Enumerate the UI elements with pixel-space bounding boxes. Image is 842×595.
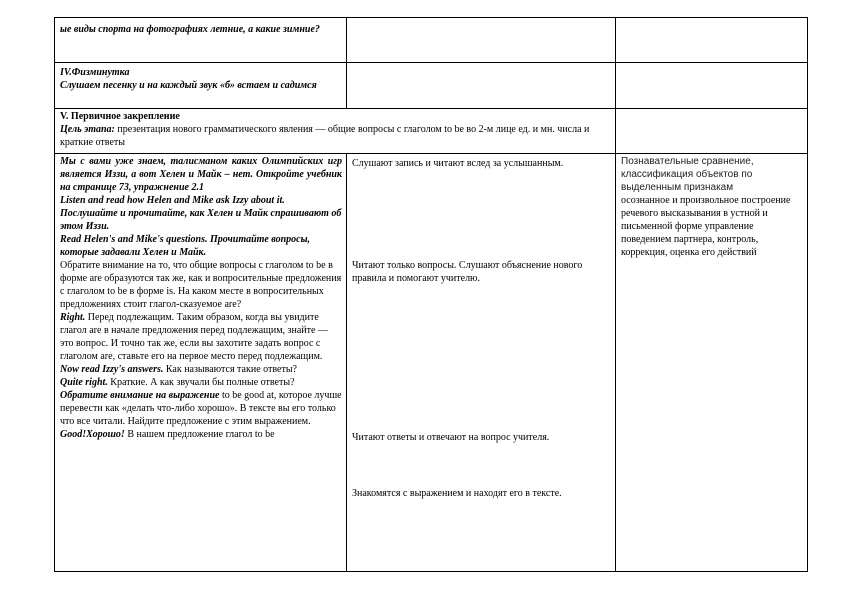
col-divider-1-upper (346, 17, 347, 108)
teacher-paragraph: Listen and read how Helen and Mike ask Izzy about it. Послушайте и прочитайте, как Хелен и Майк спрашивают об этом Иззи. (60, 195, 342, 232)
teacher-text: Краткие. А как звучали бы полные ответы? (107, 377, 295, 388)
table-bottom-border (54, 571, 808, 572)
teacher-activity-cell (60, 155, 342, 570)
uud-cognitive: Познавательные сравнение, классификация объектов по выделенным признакам (621, 156, 754, 193)
teacher-lead: Good!Хорошо! (60, 429, 125, 440)
row-divider-3 (54, 153, 808, 154)
table-left-border (54, 17, 55, 572)
teacher-text: В нашем предложение глагол to be (124, 429, 275, 440)
teacher-paragraph (60, 428, 342, 441)
stage5-goal-text: презентация нового грамматического явления — общие вопросы с глаголом to be во 2-м лице ед. и мн. числа и краткие ответы (60, 124, 590, 148)
fizminutka-cell (60, 66, 342, 106)
student-activity-text: Знакомятся с выражением и находят его в тексте. (352, 488, 562, 499)
table-top-border (54, 17, 808, 18)
stage5-goal-label: Цель этапа: (60, 124, 115, 135)
teacher-lead: Now read Izzy's answers. (60, 364, 164, 375)
teacher-paragraph: Read Helen's and Mike's questions. Прочитайте вопросы, которые задавали Хелен и Майк. (60, 234, 311, 258)
fizminutka-heading: IV.Физминутка (60, 67, 130, 78)
row-divider-1 (54, 62, 808, 63)
table-right-border (807, 17, 808, 572)
student-activity-text: Слушают запись и читают вслед за услышанным. (352, 158, 564, 169)
teacher-paragraph: Мы с вами уже знаем, талисманом каких Олимпийских игр является Иззи, а вот Хелен и Майк – нет. Откройте учебник на странице 73, упражнение 2.1 (60, 156, 342, 193)
teacher-paragraph (60, 389, 342, 428)
sport-question-text: ые виды спорта на фотографиях летние, а какие зимние? (60, 24, 320, 35)
teacher-paragraph (60, 363, 342, 376)
teacher-text: Как называются такие ответы? (163, 364, 297, 375)
fizminutka-text: Слушаем песенку и на каждый звук «б» встаем и садимся (60, 80, 317, 91)
student-activity-text: Читают только вопросы. Слушают объяснение нового правила и помогают учителю. (352, 260, 583, 284)
stage5-heading: V. Первичное закрепление (60, 111, 180, 122)
teacher-paragraph (60, 311, 342, 363)
teacher-lead: Right. (60, 312, 86, 323)
teacher-lead: Quite right. (60, 377, 108, 388)
teacher-paragraph (60, 376, 342, 389)
stage5-goal (60, 123, 612, 149)
teacher-paragraph: Обратите внимание на то, что общие вопросы с глаголом to be в форме are образуются так же, как и вопросительные предложения с глаголом to be в форме is. На каком месте в вопросительных предложениях стоит глагол-сказуемое are? (60, 260, 342, 310)
row-divider-2 (54, 108, 808, 109)
student-activity-text: Читают ответы и отвечают на вопрос учителя. (352, 432, 550, 443)
uud-cell (621, 155, 801, 315)
col-divider-2 (615, 17, 616, 572)
teacher-text: Перед подлежащим. Таким образом, когда вы увидите глагол are в начале предложения перед подлежащим, знайте — это вопрос. И точно так же, если вы захотите задать вопрос с глаголом are, ставьте его на первое место перед подлежащим. (60, 312, 328, 362)
col-divider-1-lower (346, 153, 347, 572)
teacher-text: to be good at, которое лучше перевести как «делать что-либо хорошо». В тексте вы его только что все читали. Найдите предложение с этим выражением. (60, 390, 342, 427)
uud-communicative: осознанное и произвольное построение речевого высказывания в устной и письменной форме управление поведением партнера, контроль, коррекция, оценка его действий (621, 195, 791, 258)
stage5-cell (60, 110, 612, 152)
sport-question-cell (60, 23, 342, 61)
teacher-lead: Обратите внимание на выражение (60, 390, 220, 401)
